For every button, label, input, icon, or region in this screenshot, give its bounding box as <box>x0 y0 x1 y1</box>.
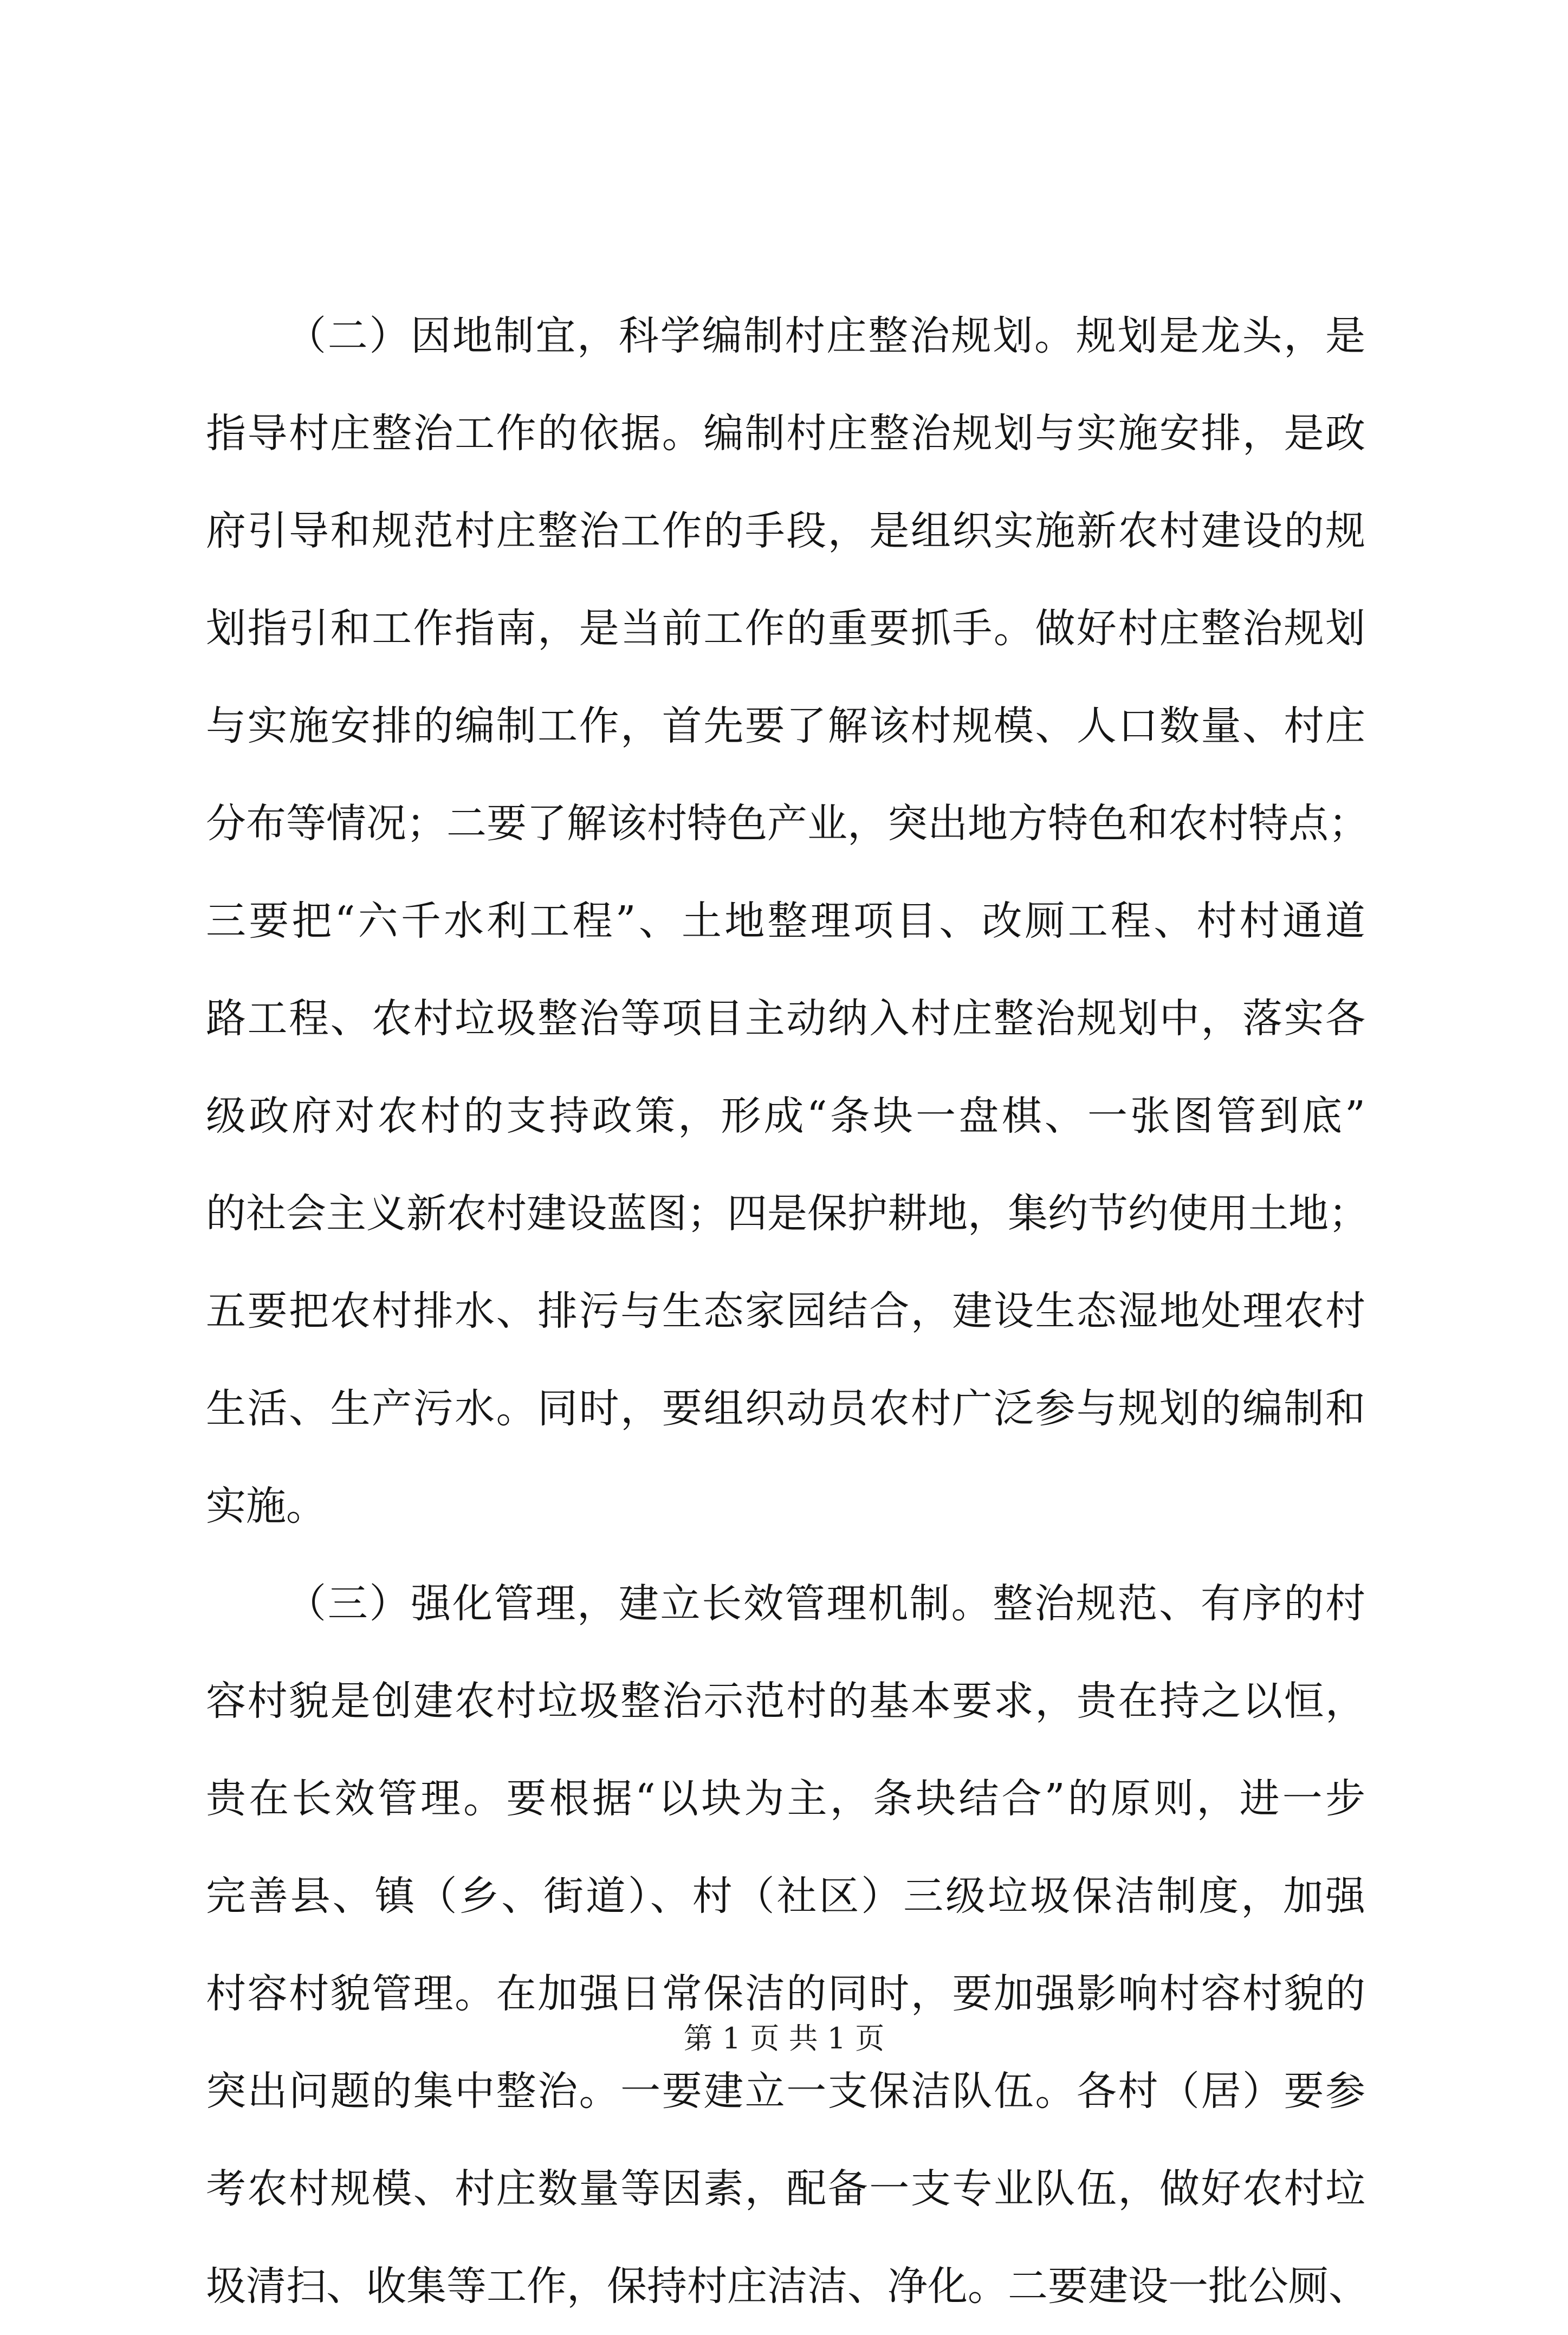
paragraph-line: 完善县、镇（乡、街道）、村（社区）三级垃圾保洁制度，加强 <box>206 1873 1365 1919</box>
paragraph-line: 生活、生产污水。同时，要组织动员农村广泛参与规划的编制和 <box>206 1385 1365 1432</box>
paragraph-line: 实施。 <box>206 1483 326 1529</box>
paragraph-line: 三要把“六千水利工程”、土地整理项目、改厕工程、村村通道 <box>206 898 1365 944</box>
paragraph-line: 分布等情况；二要了解该村特色产业，突出地方特色和农村特点； <box>206 800 1369 847</box>
paragraph-line: 与实施安排的编制工作，首先要了解该村规模、人口数量、村庄 <box>206 703 1365 749</box>
paragraph-line: 划指引和工作指南，是当前工作的重要抓手。做好村庄整治规划 <box>206 605 1365 652</box>
paragraph-line: 五要把农村排水、排污与生态家园结合，建设生态湿地处理农村 <box>206 1288 1365 1334</box>
paragraph-line: 级政府对农村的支持政策，形成“条块一盘棋、一张图管到底” <box>206 1093 1365 1139</box>
paragraph-line: （三）强化管理，建立长效管理机制。整治规范、有序的村 <box>286 1580 1365 1627</box>
paragraph-line: 贵在长效管理。要根据“以块为主，条块结合”的原则，进一步 <box>206 1775 1365 1822</box>
paragraph-line: 路工程、农村垃圾整治等项目主动纳入村庄整治规划中，落实各 <box>206 995 1365 1042</box>
page-footer <box>0 2020 1568 2058</box>
paragraph-line: 的社会主义新农村建设蓝图；四是保护耕地，集约节约使用土地； <box>206 1190 1369 1237</box>
paragraph-line: 突出问题的集中整治。一要建立一支保洁队伍。各村（居）要参 <box>206 2068 1365 2115</box>
paragraph-line: 指导村庄整治工作的依据。编制村庄整治规划与实施安排，是政 <box>206 410 1365 457</box>
paragraph-line: 圾清扫、收集等工作，保持村庄洁洁、净化。二要建设一批公厕、 <box>206 2263 1369 2310</box>
page-number-label: 第 1 页 共 1 页 <box>683 2021 885 2055</box>
paragraph-line: 府引导和规范村庄整治工作的手段，是组织实施新农村建设的规 <box>206 508 1365 554</box>
paragraph-line: 考农村规模、村庄数量等因素，配备一支专业队伍，做好农村垃 <box>206 2165 1365 2212</box>
paragraph-line: 村容村貌管理。在加强日常保洁的同时，要加强影响村容村貌的 <box>206 1970 1365 2017</box>
paragraph-line: 容村貌是创建农村垃圾整治示范村的基本要求，贵在持之以恒， <box>206 1678 1365 1724</box>
paragraph-line: （二）因地制宜，科学编制村庄整治规划。规划是龙头，是 <box>286 313 1365 359</box>
